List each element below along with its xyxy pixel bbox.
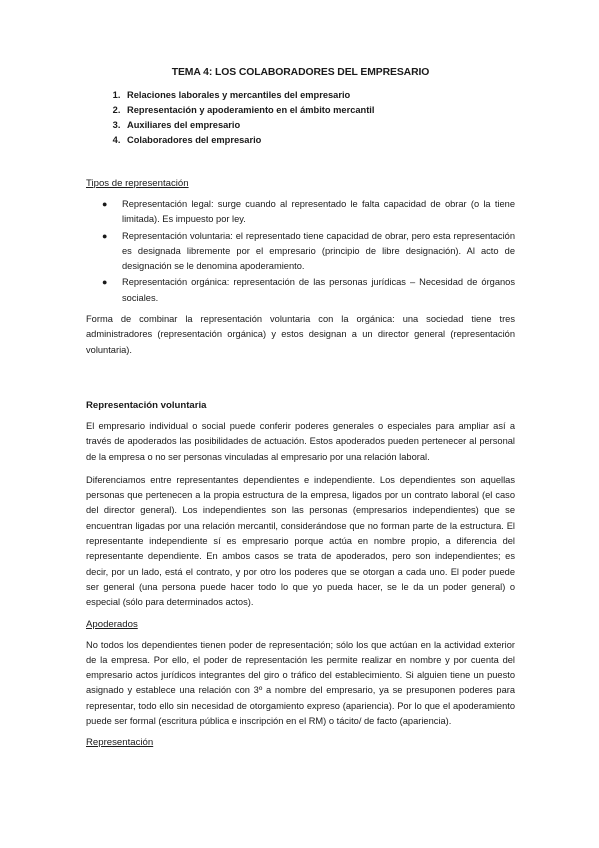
paragraph: No todos los dependientes tienen poder de representación; sólo los que actúan en la actividad exterior de la empresa. Por ello, el poder de representación les permite realizar en nombre y por cuenta del empresario actos jurídicos integrantes del giro o tráfico del establecimiento. Si alguien tiene un puesto asignado y establece una relación con 3º a nombre del empresario, ya se presuponen poderes para representar, todo ello sin necesidad de otorgamiento expreso (apariencia). Por lo que el apoderamiento puede ser formal (escritura pública e inscripción en el RM) o tácito/ de facto (apariencia). — [86, 639, 515, 727]
paragraph: El empresario individual o social puede conferir poderes generales o especiales para ampliar así a través de apoderados las posibilidades de actuación. Estos apoderados pueden pertenecer al personal de la empresa o no ser personas vinculadas al empresario por una relación laboral. — [86, 420, 515, 462]
representation-types-list — [86, 197, 515, 306]
section-heading-tipos: Tipos de representación — [86, 178, 189, 189]
topic-list — [86, 88, 515, 148]
bullet-icon: ● — [102, 277, 108, 288]
section-heading-representacion: Representación — [86, 737, 154, 749]
topic-item: 2. Representación y apoderamiento en el ámbito mercantil — [123, 103, 515, 118]
spacer — [86, 366, 515, 390]
list-item-text: Representación voluntaria: el representado tiene capacidad de obrar, pero esta representación es designada libremente por el empresario (principio de libre designación). Al acto de designación se le denomina apoderamiento. — [122, 230, 515, 272]
list-item — [102, 275, 515, 306]
list-item-text: Representación legal: surge cuando al representado le falta capacidad de obrar (o la tiene limitada). Es impuesto por ley. — [122, 199, 515, 225]
paragraph: Diferenciamos entre representantes dependientes e independiente. Los dependientes son aquellas personas que pertenecen a la propia estructura de la empresa, ligados por un contrato laboral (el caso del director general). Los independientes son las personas (empresarios independientes) que se encuentran ligadas por una relación mercantil, considerándose que no forman parte de la estructura. El representante independiente sí es empresario porque actúa en nombre propio, a diferencia del representante dependiente. En ambos casos se trata de apoderados, pero son independientes; es decir, por un lado, está el contrato, y por otro los poderes que se otorgan a cada uno. El poder puede ser general (una persona puede hacer todo lo que yo pueda hacer, se le da un poder general) o especial (sólo para determinados actos). — [86, 474, 515, 608]
topic-item: 3. Auxiliares del empresario — [123, 118, 515, 133]
topic-item: 4. Colaboradores del empresario — [123, 133, 515, 148]
bullet-icon: ● — [102, 230, 108, 241]
list-item — [102, 197, 515, 228]
bullet-icon: ● — [102, 199, 108, 209]
section-heading-voluntaria: Representación voluntaria — [86, 399, 207, 411]
paragraph: Forma de combinar la representación voluntaria con la orgánica: una sociedad tiene tres administradores (representación orgánica) y estos designan a un director general (representación voluntaria). — [86, 314, 515, 355]
section-heading-apoderados: Apoderados — [86, 618, 138, 630]
list-item — [102, 229, 515, 275]
document-title: TEMA 4: LOS COLABORADORES DEL EMPRESARIO — [171, 67, 430, 78]
topic-item: 1. Relaciones laborales y mercantiles del empresario — [123, 88, 515, 103]
list-item-text: Representación orgánica: representación de las personas jurídicas – Necesidad de órganos sociales. — [122, 277, 515, 303]
